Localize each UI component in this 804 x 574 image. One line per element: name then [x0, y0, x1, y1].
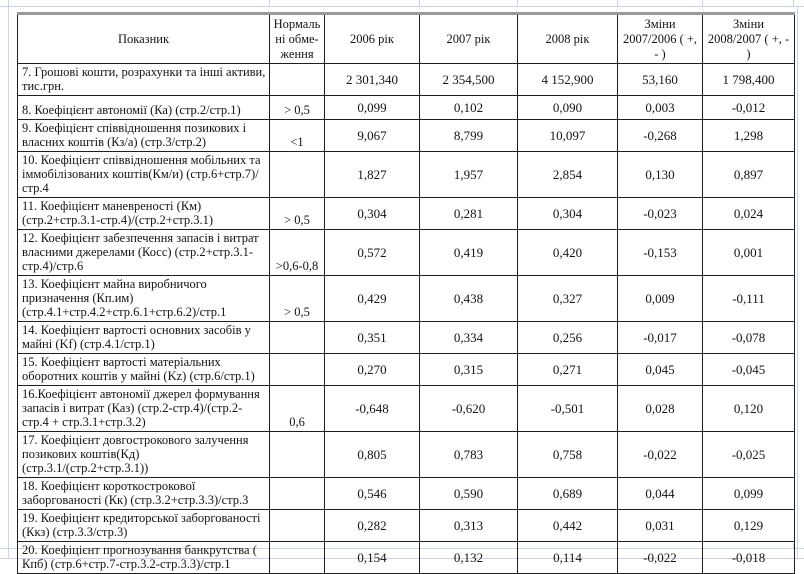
change-2008-2007-cell: -0,012	[703, 96, 795, 120]
value-2007-cell: 0,132	[420, 542, 518, 574]
change-2008-2007-cell: 0,129	[703, 510, 795, 542]
value-2008-cell: 4 152,900	[518, 64, 618, 96]
change-2007-2006-cell: 53,160	[618, 64, 703, 96]
indicator-label-cell: 8. Коефіцієнт автономії (Ка) (стр.2/стр.1)	[18, 96, 270, 120]
normative-limit-cell	[270, 542, 325, 574]
value-2008-cell: 0,090	[518, 96, 618, 120]
column-header-indicator: Показник	[18, 14, 270, 64]
change-2008-2007-cell: -0,078	[703, 322, 795, 354]
column-header-normative-limits: Нормальні обме-ження	[270, 14, 325, 64]
financial-ratios-table	[17, 12, 795, 574]
value-2007-cell: 0,315	[420, 354, 518, 386]
change-2007-2006-cell: 0,045	[618, 354, 703, 386]
change-2007-2006-cell: 0,031	[618, 510, 703, 542]
indicator-label-cell: 12. Коефіцієнт забезпечення запасів і витрат власними джерелами (Косс) (стр.2+стр.3.1-стр.4)/стр.6	[18, 230, 270, 276]
value-2006-cell: 0,154	[325, 542, 420, 574]
change-2007-2006-cell: -0,153	[618, 230, 703, 276]
normative-limit-cell: > 0,5	[270, 96, 325, 120]
normative-limit-cell: <1	[270, 120, 325, 152]
change-2007-2006-cell: 0,130	[618, 152, 703, 198]
indicator-label-cell: 17. Коефіцієнт довгострокового залучення позикових коштів(Кд) (стр.3.1/(стр.2+стр.3.1))	[18, 432, 270, 478]
value-2008-cell: 0,689	[518, 478, 618, 510]
column-header-change-2007-2006: Зміни 2007/2006 ( +, - )	[618, 14, 703, 64]
value-2008-cell: 0,114	[518, 542, 618, 574]
value-2007-cell: 0,281	[420, 198, 518, 230]
change-2008-2007-cell: 0,120	[703, 386, 795, 432]
change-2008-2007-cell: 0,001	[703, 230, 795, 276]
page-gridline	[419, 0, 420, 6]
value-2006-cell: 0,282	[325, 510, 420, 542]
value-2008-cell: 2,854	[518, 152, 618, 198]
page-gridline	[793, 0, 794, 6]
indicator-label-cell: 9. Коефіцієнт співвідношення позикових і власних коштів (Кз/а) (стр.3/стр.2)	[18, 120, 270, 152]
value-2006-cell: 2 301,340	[325, 64, 420, 96]
value-2007-cell: 0,590	[420, 478, 518, 510]
table-row	[18, 230, 795, 276]
change-2007-2006-cell: -0,022	[618, 432, 703, 478]
change-2008-2007-cell: -0,111	[703, 276, 795, 322]
table-row	[18, 322, 795, 354]
change-2007-2006-cell: 0,009	[618, 276, 703, 322]
indicator-label-cell: 18. Коефіцієнт короткострокової заборгованості (Кк) (стр.3.2+стр.3.3)/стр.3	[18, 478, 270, 510]
value-2006-cell: 0,546	[325, 478, 420, 510]
value-2008-cell: 0,442	[518, 510, 618, 542]
normative-limit-cell: > 0,5	[270, 198, 325, 230]
change-2008-2007-cell: -0,025	[703, 432, 795, 478]
change-2008-2007-cell: 0,897	[703, 152, 795, 198]
table-row	[18, 510, 795, 542]
value-2007-cell: 0,438	[420, 276, 518, 322]
value-2006-cell: 0,351	[325, 322, 420, 354]
change-2007-2006-cell: 0,044	[618, 478, 703, 510]
value-2006-cell: 9,067	[325, 120, 420, 152]
value-2008-cell: 0,271	[518, 354, 618, 386]
normative-limit-cell	[270, 322, 325, 354]
indicator-label-cell: 7. Грошові кошти, розрахунки та інші активи, тис.грн.	[18, 64, 270, 96]
page-gridline	[702, 0, 703, 6]
value-2008-cell: 10,097	[518, 120, 618, 152]
value-2007-cell: 0,419	[420, 230, 518, 276]
change-2007-2006-cell: -0,023	[618, 198, 703, 230]
page-gridline	[517, 0, 518, 6]
indicator-label-cell: 16.Коефіцієнт автономії джерел формування запасів і витрат (Каз) (стр.2-стр.4)/(стр.2-стр.4 + стр.3.1+стр.3.2)	[18, 386, 270, 432]
value-2008-cell: 0,327	[518, 276, 618, 322]
normative-limit-cell	[270, 64, 325, 96]
value-2008-cell: 0,256	[518, 322, 618, 354]
normative-limit-cell	[270, 152, 325, 198]
indicator-label-cell: 19. Коефіцієнт кредиторської заборгованості (Ккз) (стр.3.3/стр.3)	[18, 510, 270, 542]
normative-limit-cell: >0,6-0,8	[270, 230, 325, 276]
table-row	[18, 432, 795, 478]
indicator-label-cell: 13. Коефіцієнт майна виробничого призначення (Кп.им) (стр.4.1+стр.4.2+стр.6.1+стр.6.2)/стр.1	[18, 276, 270, 322]
table-row	[18, 64, 795, 96]
header-row	[18, 14, 795, 64]
page-gridline	[8, 0, 9, 558]
value-2006-cell: 0,304	[325, 198, 420, 230]
value-2007-cell: -0,620	[420, 386, 518, 432]
value-2007-cell: 8,799	[420, 120, 518, 152]
column-header-2007: 2007 рік	[420, 14, 518, 64]
normative-limit-cell	[270, 354, 325, 386]
value-2008-cell: -0,501	[518, 386, 618, 432]
normative-limit-cell	[270, 432, 325, 478]
value-2007-cell: 0,102	[420, 96, 518, 120]
table-row	[18, 276, 795, 322]
value-2008-cell: 0,304	[518, 198, 618, 230]
normative-limit-cell: > 0,5	[270, 276, 325, 322]
value-2007-cell: 0,783	[420, 432, 518, 478]
page-gridline	[0, 6, 804, 7]
change-2007-2006-cell: -0,268	[618, 120, 703, 152]
value-2007-cell: 0,313	[420, 510, 518, 542]
normative-limit-cell: 0,6	[270, 386, 325, 432]
column-header-change-2008-2007: Зміни 2008/2007 ( +, - )	[703, 14, 795, 64]
change-2008-2007-cell: -0,045	[703, 354, 795, 386]
column-header-2006: 2006 рік	[325, 14, 420, 64]
value-2006-cell: 0,805	[325, 432, 420, 478]
change-2008-2007-cell: 0,099	[703, 478, 795, 510]
change-2008-2007-cell: 1,298	[703, 120, 795, 152]
table-row	[18, 478, 795, 510]
change-2007-2006-cell: 0,003	[618, 96, 703, 120]
change-2008-2007-cell: 0,024	[703, 198, 795, 230]
change-2008-2007-cell: -0,018	[703, 542, 795, 574]
page-gridline	[797, 6, 798, 558]
table-body	[18, 64, 795, 574]
table-row	[18, 96, 795, 120]
normative-limit-cell	[270, 478, 325, 510]
value-2007-cell: 1,957	[420, 152, 518, 198]
table-row	[18, 542, 795, 574]
change-2007-2006-cell: -0,022	[618, 542, 703, 574]
value-2006-cell: 1,827	[325, 152, 420, 198]
value-2006-cell: 0,429	[325, 276, 420, 322]
indicator-label-cell: 10. Коефіцієнт співвідношення мобільних та іммобілізованих коштів(Км/и) (стр.6+стр.7)/стр.4	[18, 152, 270, 198]
page-gridline	[269, 0, 270, 6]
normative-limit-cell	[270, 510, 325, 542]
indicator-label-cell: 15. Коефіцієнт вартості матеріальних оборотних коштів у майні (Kz) (стр.6/стр.1)	[18, 354, 270, 386]
value-2008-cell: 0,420	[518, 230, 618, 276]
page-gridline	[617, 0, 618, 6]
indicator-label-cell: 20. Коефіцієнт прогнозування банкрутства ( Кпб) (стр.6+стр.7-стр.3.2-стр.3.3)/стр.1	[18, 542, 270, 574]
indicator-label-cell: 11. Коефіцієнт маневреності (Км) (стр.2+стр.3.1-стр.4)/(стр.2+стр.3.1)	[18, 198, 270, 230]
value-2008-cell: 0,758	[518, 432, 618, 478]
change-2008-2007-cell: 1 798,400	[703, 64, 795, 96]
value-2006-cell: -0,648	[325, 386, 420, 432]
column-header-2008: 2008 рік	[518, 14, 618, 64]
table-row	[18, 386, 795, 432]
value-2006-cell: 0,270	[325, 354, 420, 386]
table-row	[18, 354, 795, 386]
value-2006-cell: 0,099	[325, 96, 420, 120]
table-header	[18, 14, 795, 64]
value-2006-cell: 0,572	[325, 230, 420, 276]
change-2007-2006-cell: 0,028	[618, 386, 703, 432]
change-2007-2006-cell: -0,017	[618, 322, 703, 354]
table-row	[18, 120, 795, 152]
value-2007-cell: 2 354,500	[420, 64, 518, 96]
table-row	[18, 198, 795, 230]
value-2007-cell: 0,334	[420, 322, 518, 354]
indicator-label-cell: 14. Коефіцієнт вартості основних засобів у майні (Kf) (стр.4.1/стр.1)	[18, 322, 270, 354]
table-row	[18, 152, 795, 198]
